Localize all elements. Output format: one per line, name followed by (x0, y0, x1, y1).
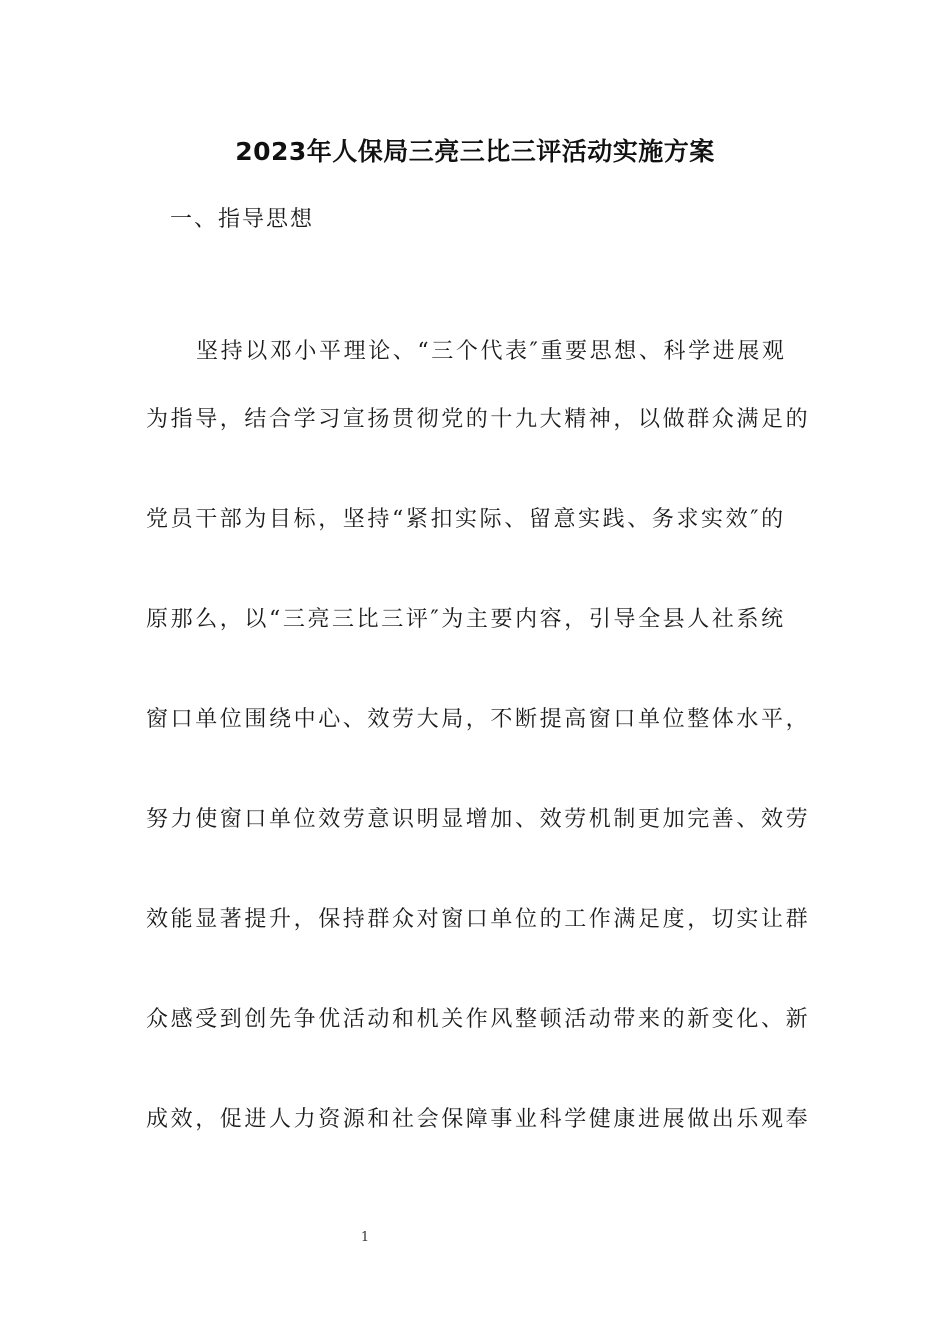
paragraph-line: 原那么，以“三亮三比三评″为主要内容，引导全县人社系统 (146, 607, 786, 632)
paragraph-line: 党员干部为目标，坚持“紧扣实际、留意实践、务求实效″的 (146, 507, 786, 532)
paragraph-line: 成效，促进人力资源和社会保障事业科学健康进展做出乐观奉 (146, 1107, 811, 1132)
paragraph-line: 效能显著提升，保持群众对窗口单位的工作满足度，切实让群 (146, 907, 811, 932)
paragraph-line: 众感受到创先争优活动和机关作风整顿活动带来的新变化、新 (146, 1007, 811, 1032)
paragraph-line: 窗口单位围绕中心、效劳大局，不断提高窗口单位整体水平， (146, 707, 811, 732)
document-title: 2023年人保局三亮三比三评活动实施方案 (235, 137, 715, 166)
section-heading: 一、指导思想 (170, 207, 315, 232)
paragraph-line: 努力使窗口单位效劳意识明显增加、效劳机制更加完善、效劳 (146, 807, 811, 832)
page-number: 1 (360, 1230, 370, 1245)
paragraph-line: 坚持以邓小平理论、“三个代表″重要思想、科学进展观 (196, 339, 787, 364)
paragraph-line: 为指导，结合学习宣扬贯彻党的十九大精神，以做群众满足的 (146, 407, 811, 432)
